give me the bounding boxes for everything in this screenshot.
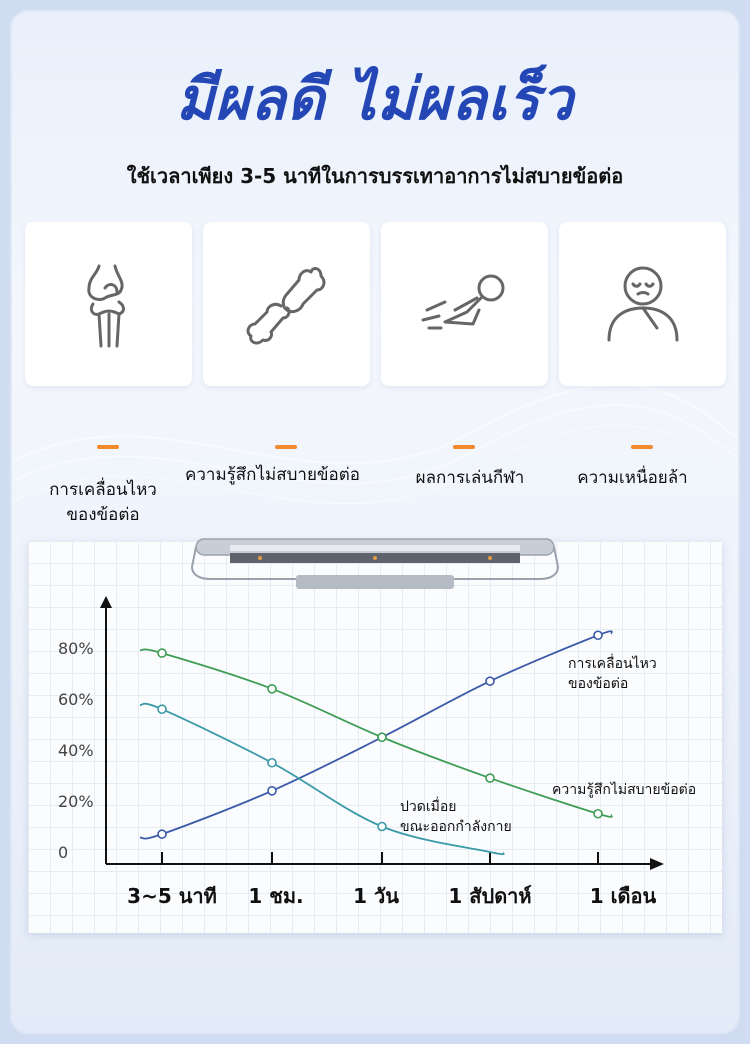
data-point [268,787,276,795]
series-label-line: ปวดเมื่อย [400,799,457,815]
y-tick-label: 0 [58,843,69,862]
feature-label-discomfort: ความรู้สึกไม่สบายข้อต่อ [185,465,360,485]
chart-series [140,631,612,854]
chart-ticks [58,639,657,908]
x-tick-label: 1 วัน [353,884,399,908]
series-label [568,654,657,692]
data-point [594,810,602,818]
y-tick-label: 40% [58,741,94,760]
data-point [486,677,494,685]
x-axis-arrow-icon [650,858,664,870]
data-point [594,631,602,639]
page-subtitle: ใช้เวลาเพียง 3-5 นาทีในการบรรเทาอาการไม่สบายข้อต่อ [126,164,624,188]
x-tick-label: 1 ชม. [248,884,304,908]
x-tick-label: 1 เดือน [589,884,657,908]
series-label-line: ของข้อต่อ [568,676,629,692]
series-label-line: ความรู้สึกไม่สบายข้อต่อ [552,782,697,798]
data-point [486,774,494,782]
series-label [552,781,696,798]
x-tick-label: 3~5 นาที [127,884,217,908]
chart-annotations [400,654,696,835]
y-tick-label: 60% [58,690,94,709]
data-point [268,685,276,693]
data-point [158,705,166,713]
series-label-line: การเคลื่อนไหว [568,656,657,672]
data-point [268,759,276,767]
x-tick-label: 1 สัปดาห์ [448,884,532,908]
series-label-line: ขณะออกกำลังกาย [400,819,512,835]
feature-label-sport: ผลการเล่นกีฬา [415,468,525,488]
series-line [140,649,612,816]
data-point [158,830,166,838]
feature-label-fatigue: ความเหนื่อยล้า [577,468,688,488]
y-tick-label: 80% [58,639,94,658]
y-tick-label: 20% [58,792,94,811]
feature-label-line: การเคลื่อนไหว ของข้อต่อ [49,479,157,525]
y-axis-arrow-icon [100,596,112,608]
series-label [400,797,512,835]
data-point [378,823,386,831]
page-title: มีผลดี ไม่ผลเร็ว [175,65,575,133]
data-point [378,733,386,741]
data-point [158,649,166,657]
